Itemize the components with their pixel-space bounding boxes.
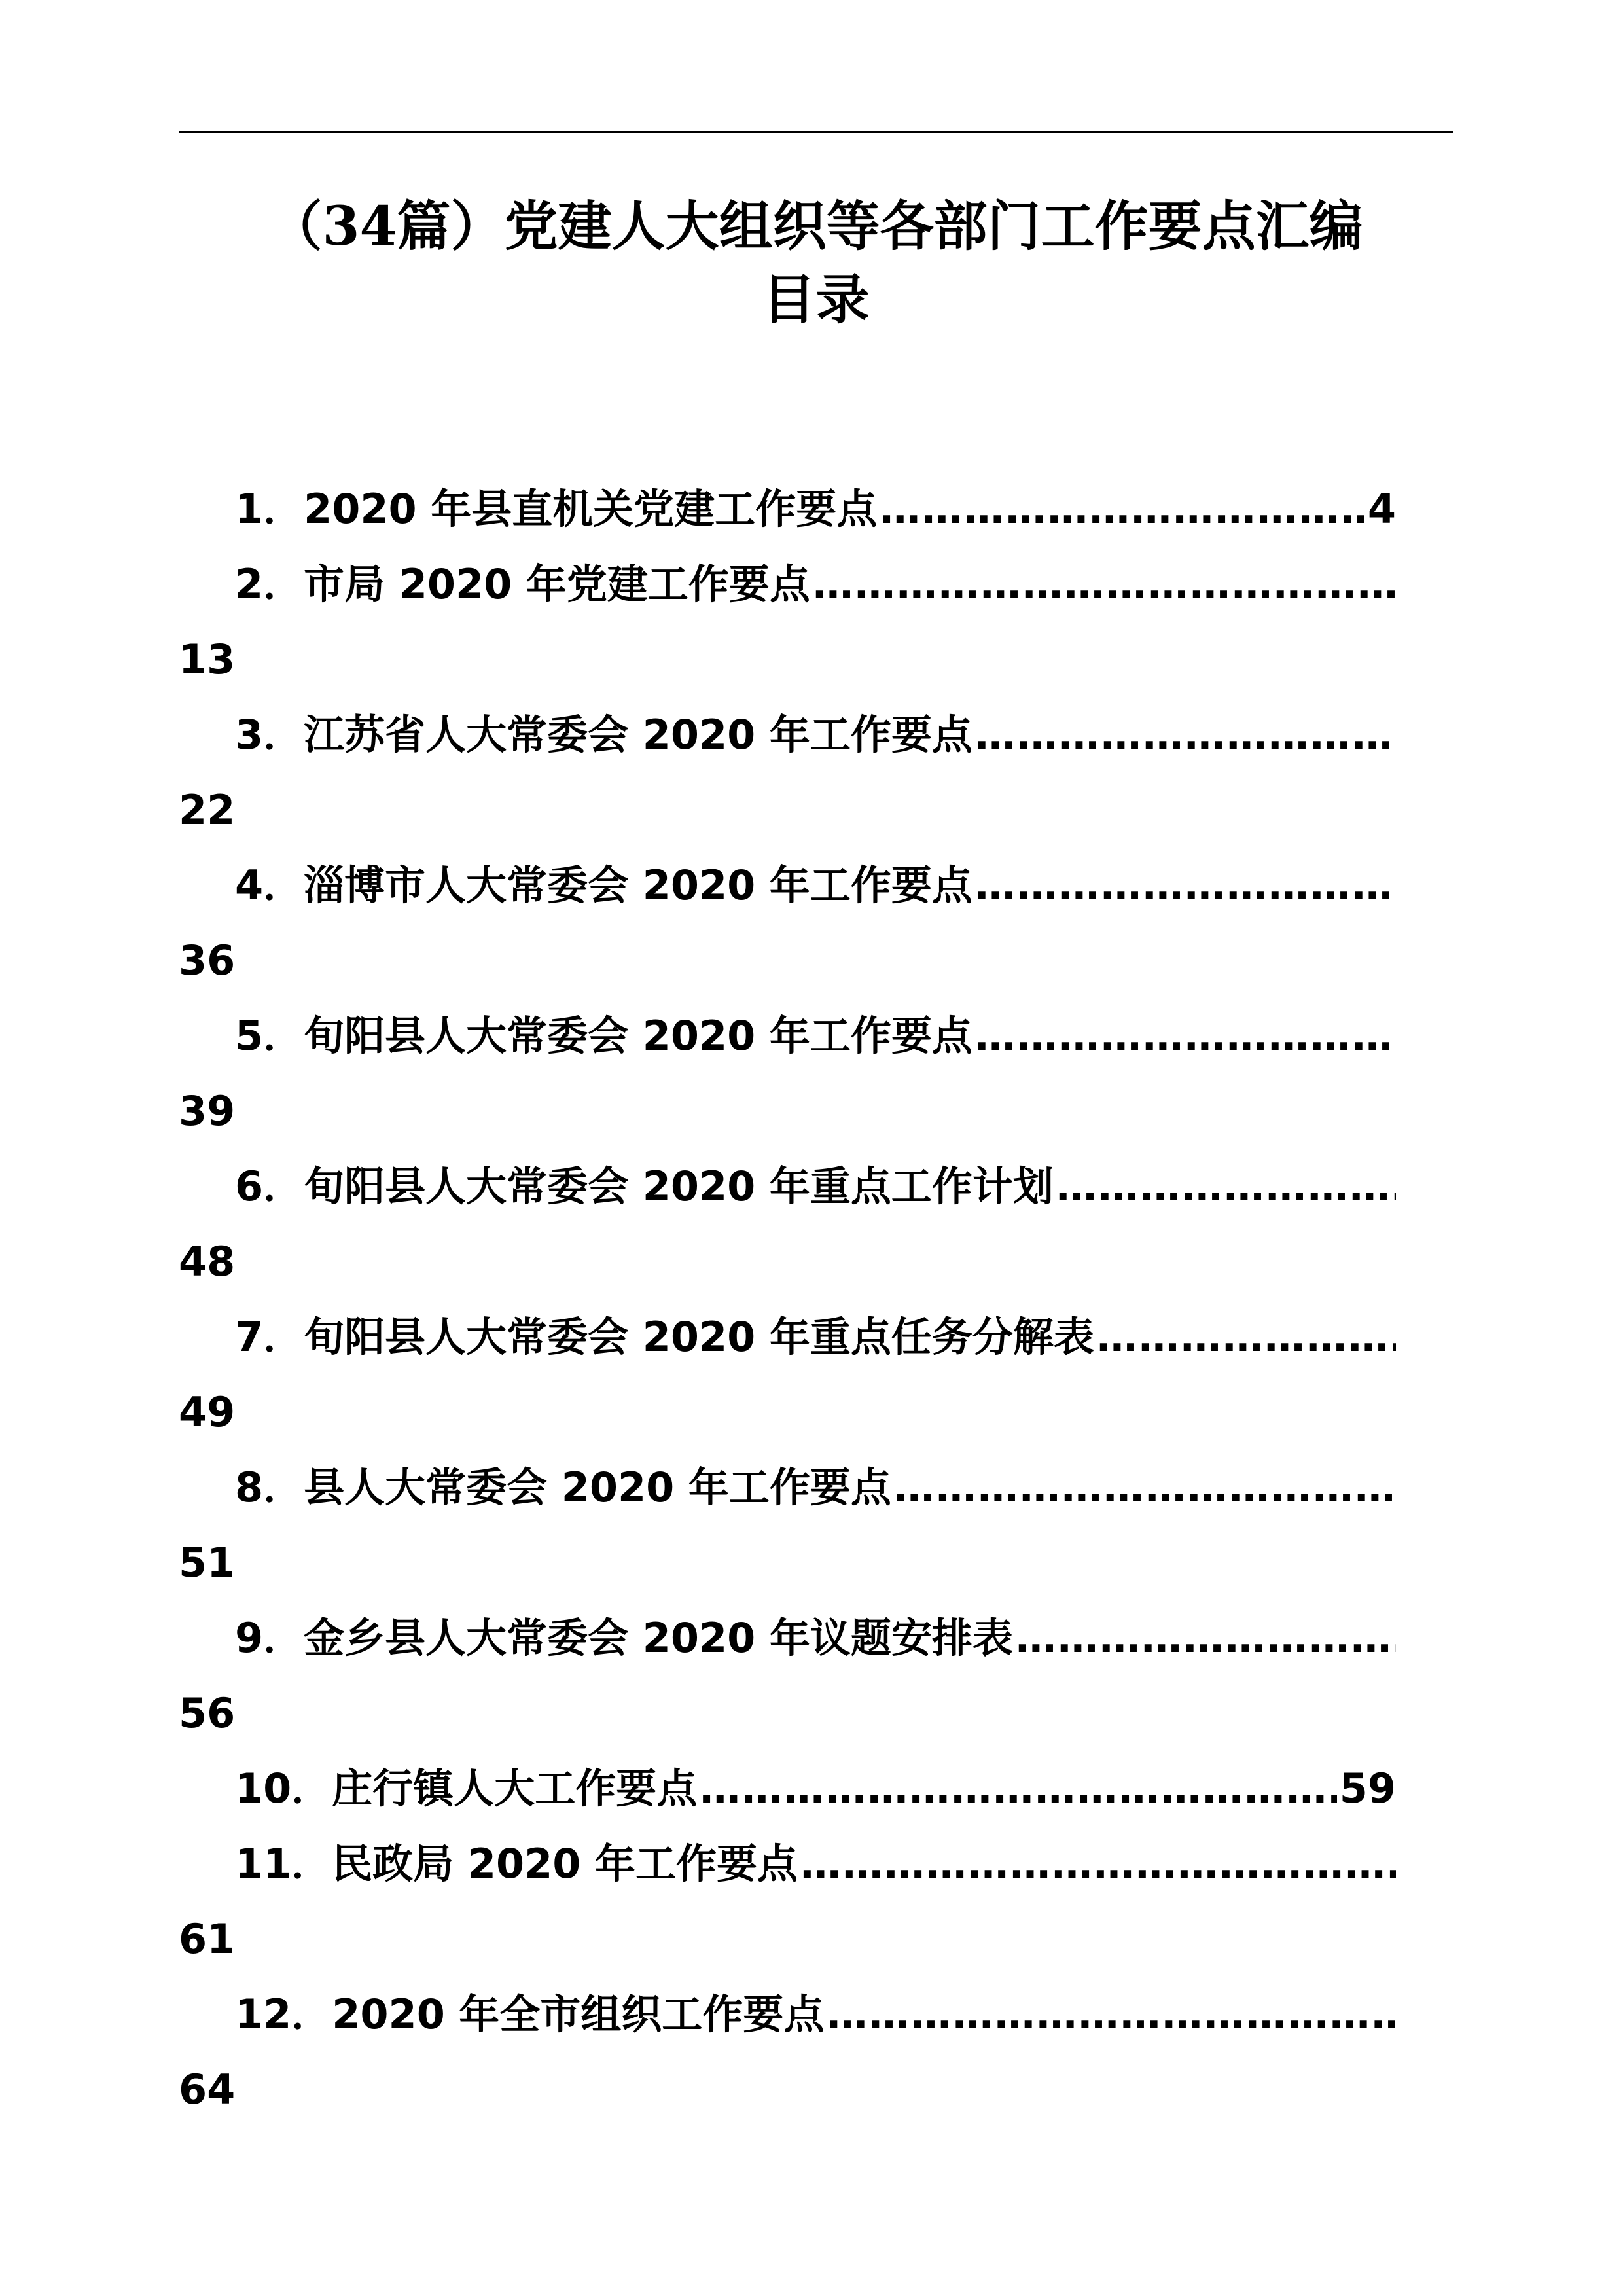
dot-leader [827, 1977, 1396, 2052]
document-title [179, 190, 1453, 337]
toc-entry-line [179, 697, 1396, 772]
toc-entry-title: 9．金乡县人大常委会 2020 年议题安排表 [235, 1614, 1013, 1662]
toc-entry-line [179, 1600, 1396, 1676]
dot-leader [975, 848, 1396, 923]
toc-entry[interactable] [179, 848, 1396, 998]
dot-leader [700, 1751, 1336, 1826]
dot-leader [1056, 1149, 1396, 1224]
toc-entry[interactable] [179, 697, 1396, 848]
dot-leader [880, 471, 1365, 547]
dot-leader [975, 998, 1396, 1073]
dot-leader [1097, 1299, 1396, 1374]
toc-entry[interactable] [179, 471, 1396, 547]
title-count: 34 [322, 195, 397, 258]
dot-leader [894, 1450, 1396, 1525]
toc-entry[interactable] [179, 1299, 1396, 1450]
toc-entry-title: 3．江苏省人大常委会 2020 年工作要点 [235, 711, 972, 759]
toc-entry-line [179, 998, 1396, 1073]
toc-entry-page: 56 [179, 1689, 236, 1737]
toc-entry[interactable] [179, 1600, 1396, 1751]
toc-entry-page: 64 [179, 2066, 236, 2113]
toc-entry-page: 39 [179, 1087, 236, 1135]
toc-entry[interactable] [179, 1751, 1396, 1826]
toc-entry-page: 51 [179, 1539, 236, 1587]
toc-entry[interactable] [179, 547, 1396, 697]
toc-entry-line [179, 471, 1396, 547]
toc-entry-title: 10．庄行镇人大工作要点 [235, 1765, 698, 1812]
toc-entry-line [179, 1149, 1396, 1224]
toc-entry-line [179, 1751, 1396, 1826]
toc-entry-title: 7．旬阳县人大常委会 2020 年重点任务分解表 [235, 1313, 1094, 1361]
toc-entry-line [179, 1450, 1396, 1525]
toc-entry-line [179, 1299, 1396, 1374]
toc-entry-page: 61 [179, 1915, 236, 1963]
toc-entry-page: 59 [1339, 1765, 1396, 1812]
toc-entry-page: 36 [179, 937, 236, 984]
toc-entry-line [179, 1977, 1396, 2052]
toc-entry[interactable] [179, 1977, 1396, 2127]
toc-entry-title: 2．市局 2020 年党建工作要点 [235, 560, 810, 608]
toc-entry[interactable] [179, 1149, 1396, 1299]
title-bracket-open: （ [268, 196, 323, 258]
toc-entry-line [179, 1826, 1396, 1901]
toc-entry-page: 4 [1367, 485, 1396, 533]
toc-entry-page: 13 [179, 636, 236, 683]
toc-entry-title: 8．县人大常委会 2020 年工作要点 [235, 1463, 891, 1511]
toc-entry-page: 22 [179, 786, 236, 834]
toc-entry-page: 49 [179, 1388, 236, 1436]
toc-entry-title: 1．2020 年县直机关党建工作要点 [235, 485, 878, 533]
toc-entry[interactable] [179, 1826, 1396, 1977]
toc-entry-line [179, 848, 1396, 923]
dot-leader [800, 1826, 1396, 1901]
dot-leader [975, 697, 1396, 772]
title-line-1 [179, 190, 1453, 264]
toc-entry[interactable] [179, 1450, 1396, 1600]
toc-entry-title: 12．2020 年全市组织工作要点 [235, 1990, 825, 2038]
toc-entry-page: 48 [179, 1238, 236, 1285]
toc-entry-line [179, 547, 1396, 622]
dot-leader [1016, 1600, 1396, 1676]
title-rest: 篇）党建人大组织等各部门工作要点汇编 [397, 196, 1363, 258]
title-line-2: 目录 [762, 269, 870, 331]
dot-leader [813, 547, 1396, 622]
toc-entry-title: 11．民政局 2020 年工作要点 [235, 1840, 798, 1888]
toc-entry-title: 5．旬阳县人大常委会 2020 年工作要点 [235, 1012, 972, 1060]
table-of-contents [179, 471, 1396, 2127]
header-rule [179, 131, 1453, 133]
toc-entry-title: 6．旬阳县人大常委会 2020 年重点工作计划 [235, 1162, 1054, 1210]
toc-entry[interactable] [179, 998, 1396, 1149]
toc-entry-title: 4．淄博市人大常委会 2020 年工作要点 [235, 861, 972, 909]
